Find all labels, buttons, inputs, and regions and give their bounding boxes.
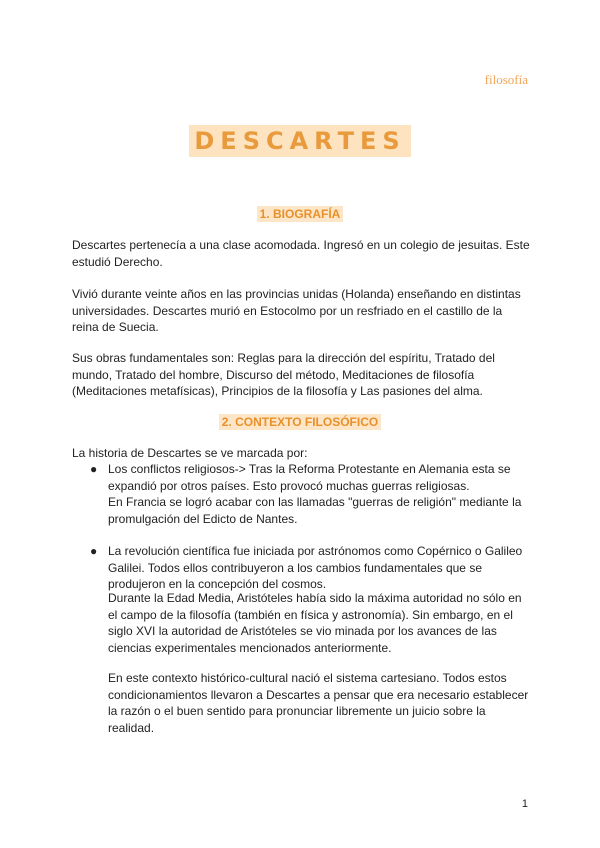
section-heading-contexto <box>0 415 600 429</box>
bullet2-text-b: Durante la Edad Media, Aristóteles había sido la máxima autoridad no sólo en el campo de la filosofía (también en física y astronomía). Sin embargo, en el siglo XVI la autoridad de Aristóteles se vio minada por los avances de las ciencias experimentales mencionados anteriormente. <box>108 591 522 655</box>
bullet2-text-c: En este contexto histórico-cultural nació el sistema cartesiano. Todos estos condicionamientos llevaron a Descartes a pensar que era necesario establecer la razón o el buen sentido para pronunciar libremente un juicio sobre la realidad. <box>108 671 529 735</box>
paragraph-biografia-2: Vivió durante veinte años en las provincias unidas (Holanda) enseñando en distintas universidades. Descartes murió en Estocolmo por un resfriado en el castillo de la reina de Suecia. <box>72 287 521 334</box>
bullet-marker: ● <box>90 544 98 558</box>
paragraph-contexto-intro: La historia de Descartes se ve marcada por: <box>72 446 308 460</box>
bullet-marker: ● <box>90 462 98 476</box>
bullet1-text-b: En Francia se logró acabar con las llamadas "guerras de religión" mediante la promulgación del Edicto de Nantes. <box>108 495 522 526</box>
title-container <box>0 125 600 157</box>
section-heading-contexto-text: 2. CONTEXTO FILOSÓFICO <box>219 414 381 430</box>
paragraph-biografia-3: Sus obras fundamentales son: Reglas para la dirección del espíritu, Tratado del mundo, Tratado del hombre, Discurso del método, Meditaciones de filosofía (Meditaciones metafísicas), Principios de la filosofía y Las pasiones del alma. <box>72 351 495 398</box>
bullet2-text-a: La revolución científica fue iniciada por astrónomos como Copérnico o Galileo Galilei. Todos ellos contribuyeron a los cambios fundamentales que se produjeron en la concepción del cosmos. <box>108 544 523 591</box>
section-heading-biografia <box>0 207 600 221</box>
header-subject: filosofía <box>484 72 528 87</box>
bullet1-text-a: Los conflictos religiosos-> Tras la Reforma Protestante en Alemania esta se expandió por otros países. Esto provocó muchas guerras religiosas. <box>108 462 511 493</box>
page-number: 1 <box>521 798 528 810</box>
section-heading-biografia-text: 1. BIOGRAFÍA <box>257 206 344 222</box>
paragraph-biografia-1: Descartes pertenecía a una clase acomodada. Ingresó en un colegio de jesuitas. Este estudió Derecho. <box>72 238 530 269</box>
page-title: DESCARTES <box>189 125 410 157</box>
